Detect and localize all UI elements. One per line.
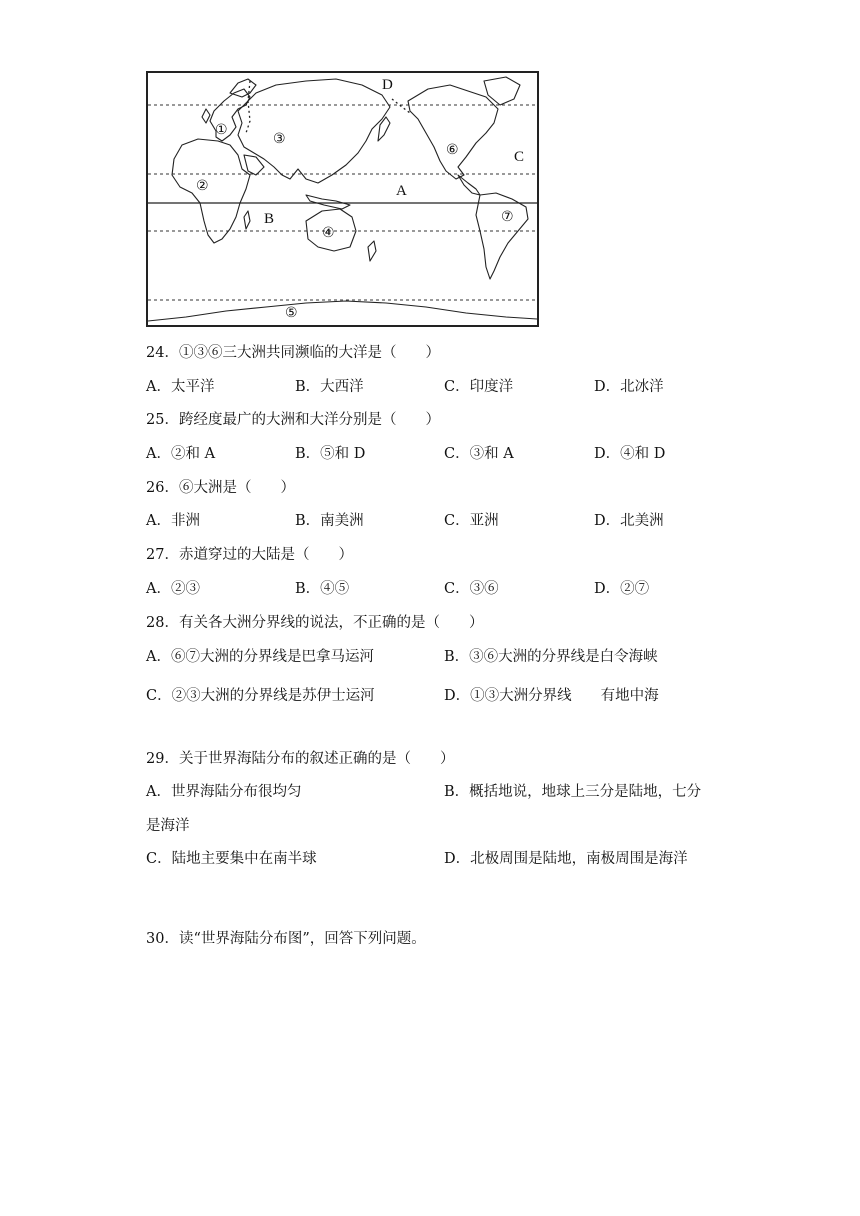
question-24-option-a[interactable]: A．太平洋 [146,379,215,395]
question-29-option-c[interactable]: C．陆地主要集中在南半球 [146,851,317,867]
question-26-option-b[interactable]: B．南美洲 [295,513,364,529]
question-27-option-c[interactable]: C．③⑥ [444,581,499,597]
question-28-option-a[interactable]: A．⑥⑦大洲的分界线是巴拿马运河 [146,649,374,665]
world-map-figure [146,71,539,327]
map-label-continent-6: ⑥ [446,142,459,158]
world-map [146,71,539,327]
question-24-option-b[interactable]: B．大西洋 [295,379,364,395]
question-26-option-c[interactable]: C．亚洲 [444,513,499,529]
question-29-option-b-continuation: 是海洋 [146,818,190,834]
question-25-stem: 25．跨经度最广的大洲和大洋分别是（ ） [146,412,440,428]
map-label-B: B [264,211,275,227]
map-label-C: C [514,149,525,165]
map-label-continent-7: ⑦ [501,209,514,225]
question-24-stem: 24．①③⑥三大洲共同濒临的大洋是（ ） [146,345,440,361]
question-24-option-d[interactable]: D．北冰洋 [594,379,664,395]
question-25-option-d[interactable]: D．④和 D [594,446,666,462]
question-27-option-a[interactable]: A．②③ [146,581,200,597]
map-label-A: A [396,183,407,199]
question-25-option-c[interactable]: C．③和 A [444,446,514,462]
map-label-D: D [382,77,393,93]
question-25-option-a[interactable]: A．②和 A [146,446,216,462]
map-label-continent-1: ① [215,122,228,138]
question-28-stem: 28．有关各大洲分界线的说法，不正确的是（ ） [146,615,484,631]
map-label-continent-2: ② [196,178,209,194]
question-29-option-d[interactable]: D．北极周围是陆地，南极周围是海洋 [444,851,688,867]
question-28-option-c[interactable]: C．②③大洲的分界线是苏伊士运河 [146,688,375,704]
question-29-option-a[interactable]: A．世界海陆分布很均匀 [146,784,302,800]
question-26-option-a[interactable]: A．非洲 [146,513,200,529]
question-30-stem: 30．读“世界海陆分布图”，回答下列问题。 [146,931,426,947]
question-29-stem: 29．关于世界海陆分布的叙述正确的是（ ） [146,751,455,767]
question-28-option-b[interactable]: B．③⑥大洲的分界线是白令海峡 [444,649,658,665]
question-26-stem: 26．⑥大洲是（ ） [146,480,295,496]
question-25-option-b[interactable]: B．⑤和 D [295,446,366,462]
map-label-continent-5: ⑤ [285,305,298,321]
map-label-continent-4: ④ [322,225,335,241]
question-29-option-b[interactable]: B．概括地说，地球上三分是陆地，七分 [444,784,702,800]
question-27-option-b[interactable]: B．④⑤ [295,581,350,597]
question-24-option-c[interactable]: C．印度洋 [444,379,514,395]
map-label-continent-3: ③ [273,131,286,147]
question-27-stem: 27．赤道穿过的大陆是（ ） [146,547,353,563]
question-26-option-d[interactable]: D．北美洲 [594,513,664,529]
question-28-option-d[interactable]: D．①③大洲分界线 有地中海 [444,688,659,704]
question-27-option-d[interactable]: D．②⑦ [594,581,650,597]
